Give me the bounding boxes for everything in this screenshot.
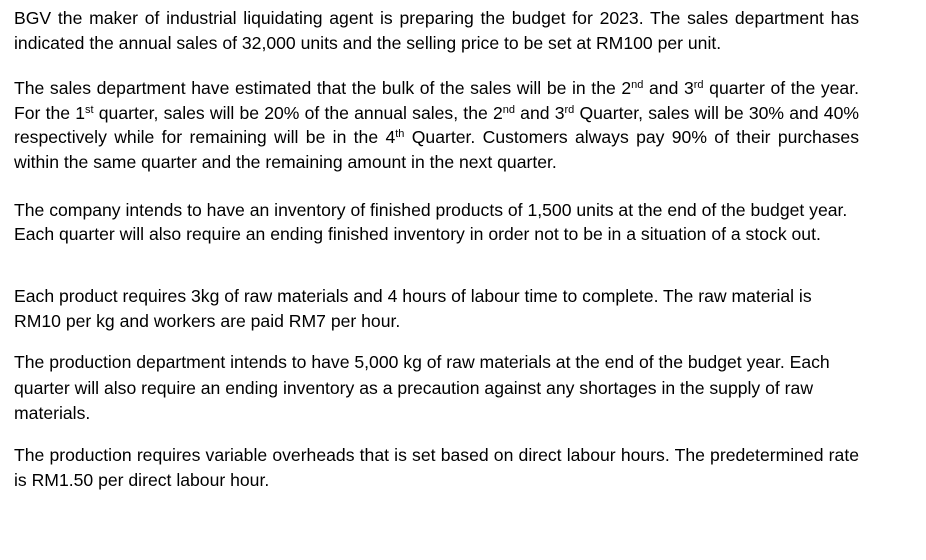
text-run: The sales department have estimated that the bulk of the sales will be in the 2 [14,78,632,99]
paragraph-finished-inventory: The company intends to have an inventory of finished products of 1,500 units at the end of the budget year. Each quarter will also require an ending finished inventory in order not to be in a situation of a stock out. [14,199,848,244]
text-run: quarter of the year. For the 1 [14,78,859,123]
paragraph-sales-overview: BGV the maker of industrial liquidating agent is preparing the budget for 2023. The sales department has indicated the annual sales of 32,000 units and the selling price to be set at RM100 per unit. [14,8,859,53]
text-run: and 3 [643,78,694,99]
text-run: and 3 [514,102,565,123]
superscript: th [395,128,405,141]
paragraph-quarterly-sales [14,76,859,174]
superscript: nd [631,79,644,92]
document-body [14,6,859,494]
superscript: rd [564,103,575,116]
superscript: rd [693,79,704,92]
paragraph-variable-overheads: The production requires variable overheads that is set based on direct labour hours. The predetermined rate is RM1.50 per direct labour hour. [14,444,859,491]
superscript: st [85,103,94,116]
text-run: quarter, sales will be 20% of the annual sales, the 2 [93,102,503,123]
superscript: nd [502,103,515,116]
text-run: Quarter. Customers always pay 90% of their purchases within the same quarter and the remaining amount in the next quarter. [14,127,859,172]
text-run: Quarter, sales will be 30% and 40% respectively while for remaining will be in the 4 [14,102,859,148]
paragraph-raw-material-inventory: The production department intends to have 5,000 kg of raw materials at the end of the budget year. Each quarter will also require an ending inventory as a precaution against any shortages in the supply of raw materials. [14,352,830,424]
paragraph-materials-labour: Each product requires 3kg of raw materials and 4 hours of labour time to complete. The raw material is RM10 per kg and workers are paid RM7 per hour. [14,286,812,332]
